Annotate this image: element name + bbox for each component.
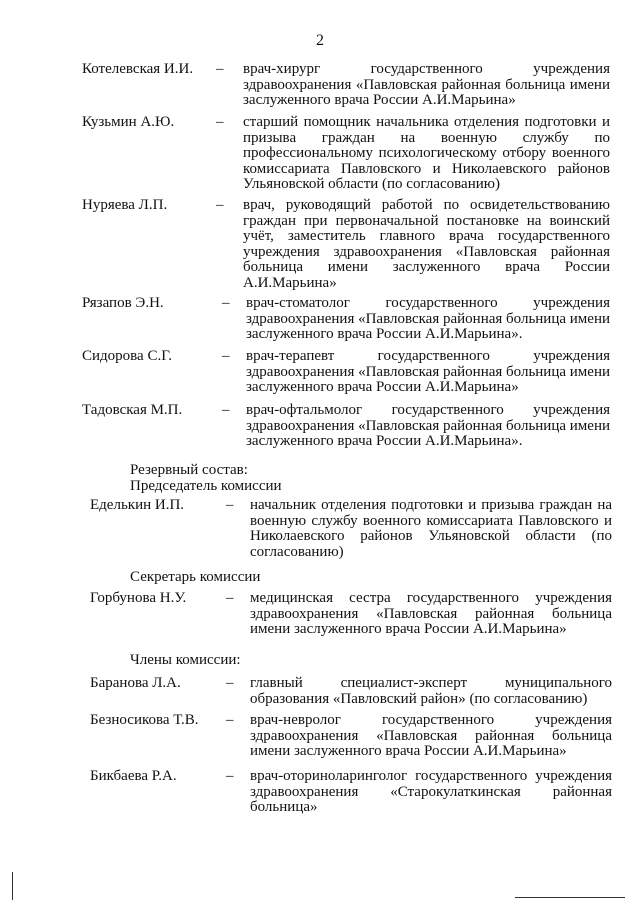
member-name: Баранова Л.А. — [90, 675, 181, 691]
dash: – — [226, 712, 234, 728]
dash: – — [222, 348, 230, 364]
dash: – — [222, 402, 230, 418]
member-name: Еделькин И.П. — [90, 497, 185, 513]
member-description: главный специалист-эксперт муниципального образования «Павловский район» (по согласованию) — [250, 675, 612, 707]
secretary-heading: Секретарь комиссии — [130, 569, 261, 585]
member-name: Безносикова Т.В. — [90, 712, 199, 728]
member-name: Кузьмин А.Ю. — [82, 114, 175, 130]
member-name: Тадовская М.П. — [82, 402, 183, 418]
member-description: старший помощник начальника отделения подготовки и призыва граждан на военную службу по профессиональному психологическому отбору военного комиссариата Павловского и Николаевского районов Ульяновской области (по согласованию) — [243, 114, 610, 192]
member-description: врач-оториноларинголог государственного учреждения здравоохранения «Старокулаткинская районная больница» — [250, 768, 612, 815]
member-description: врач, руководящий работой по освидетельствованию граждан при первоначальной постановке на воинский учёт, заместитель главного врача государственного учреждения здравоохранения «Павловская районная больница имени заслуженного врача России А.И.Марьина» — [243, 197, 610, 291]
page-number: 2 — [316, 32, 324, 49]
dash: – — [226, 675, 234, 691]
dash: – — [222, 295, 230, 311]
dash: – — [216, 197, 224, 213]
chairman-heading: Председатель комиссии — [130, 478, 282, 494]
members-heading: Члены комиссии: — [130, 652, 241, 668]
member-description: врач-офтальмолог государственного учреждения здравоохранения «Павловская районная больница имени заслуженного врача России А.И.Марьина». — [246, 402, 611, 449]
member-description: медицинская сестра государственного учреждения здравоохранения «Павловская районная больница имени заслуженного врача России А.И.Марьина» — [250, 590, 612, 637]
member-description: врач-стоматолог государственного учреждения здравоохранения «Павловская районная больница имени заслуженного врача России А.И.Марьина». — [246, 295, 611, 342]
reserve-heading: Резервный состав: — [130, 462, 248, 478]
dash: – — [226, 497, 234, 513]
member-name: Бикбаева Р.А. — [90, 768, 177, 784]
member-name: Нуряева Л.П. — [82, 197, 168, 213]
member-name: Горбунова Н.У. — [90, 590, 187, 606]
dash: – — [216, 114, 224, 130]
member-description: врач-невролог государственного учреждения здравоохранения «Павловская районная больница имени заслуженного врача России А.И.Марьина» — [250, 712, 612, 759]
dash: – — [226, 590, 234, 606]
dash: – — [216, 61, 224, 77]
dash: – — [226, 768, 234, 784]
member-name: Рязапов Э.Н. — [82, 295, 164, 311]
member-description: начальник отделения подготовки и призыва граждан на военную службу военного комиссариата Павловского и Николаевского районов Ульяновской области (по согласованию) — [250, 497, 612, 560]
margin-mark — [12, 872, 13, 900]
member-description: врач-хирург государственного учреждения здравоохранения «Павловская районная больница имени заслуженного врача России А.И.Марьина» — [243, 61, 610, 108]
member-description: врач-терапевт государственного учреждения здравоохранения «Павловская районная больница имени заслуженного врача России А.И.Марьина» — [246, 348, 611, 395]
member-name: Сидорова С.Г. — [82, 348, 172, 364]
bottom-rule — [515, 897, 625, 898]
member-name: Котелевская И.И. — [82, 61, 194, 77]
